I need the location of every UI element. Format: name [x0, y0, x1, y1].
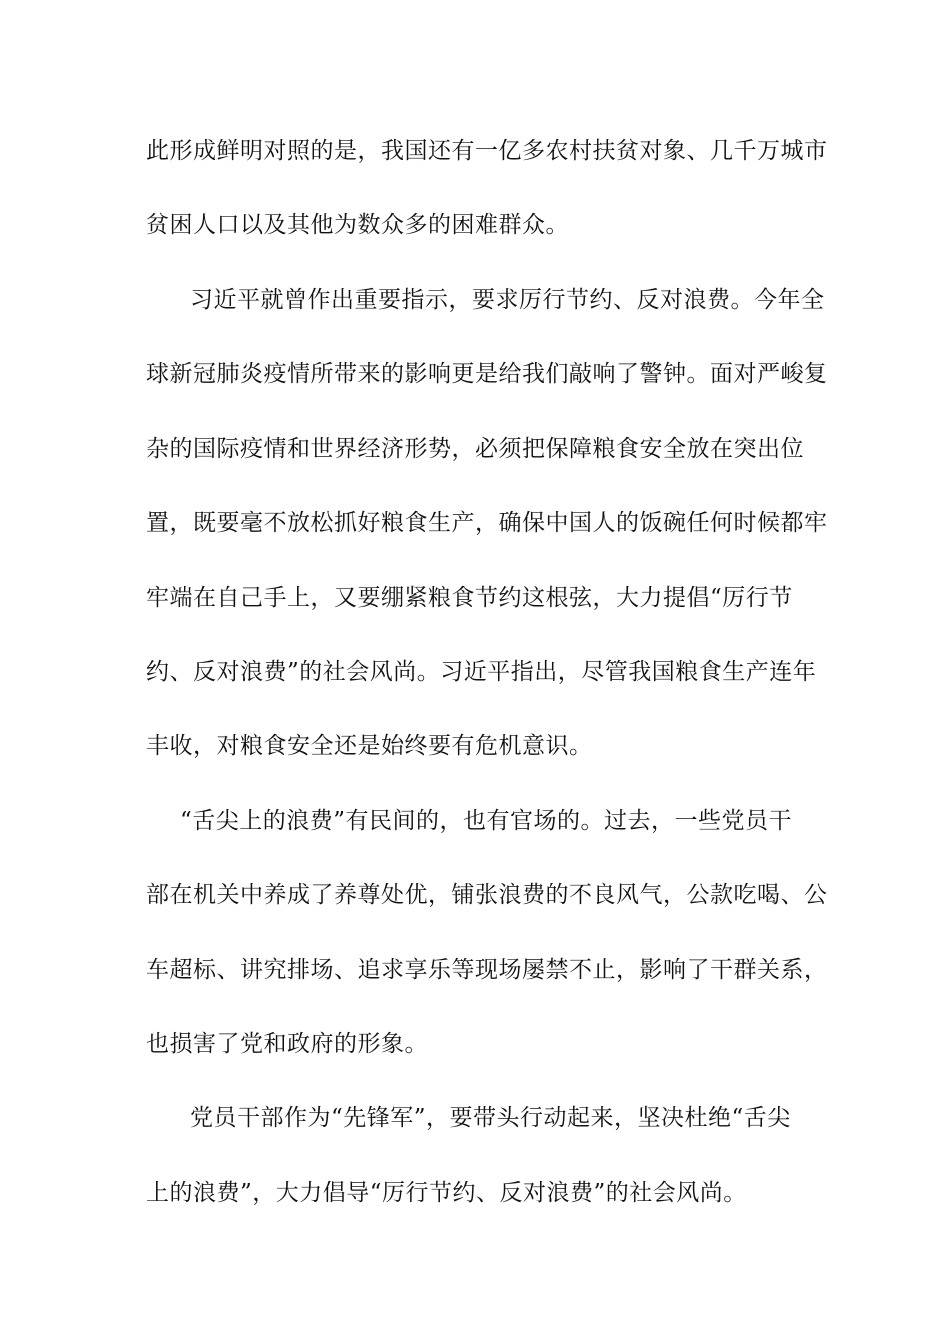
- text-line: 球新冠肺炎疫情所带来的影响更是给我们敲响了警钟。面对严峻复: [146, 361, 828, 387]
- text-line: 此形成鲜明对照的是，我国还有一亿多农村扶贫对象、几千万城市: [146, 138, 828, 164]
- text-line: 党员干部作为“先锋军”，要带头行动起来，坚决杜绝“舌尖: [190, 1105, 791, 1131]
- text-line: 约、反对浪费”的社会风尚。习近平指出，尽管我国粮食生产连年: [146, 659, 817, 685]
- text-line: 也损害了党和政府的形象。: [146, 1031, 428, 1057]
- text-line: 丰收，对粮食安全还是始终要有危机意识。: [146, 733, 593, 759]
- text-line: 习近平就曾作出重要指示，要求厉行节约、反对浪费。今年全: [190, 287, 825, 313]
- text-line: 杂的国际疫情和世界经济形势，必须把保障粮食安全放在突出位: [146, 436, 804, 462]
- text-line: 贫困人口以及其他为数众多的困难群众。: [146, 212, 569, 238]
- text-line: 部在机关中养成了养尊处优，铺张浪费的不良风气，公款吃喝、公: [146, 882, 828, 908]
- text-line: “舌尖上的浪费”有民间的，也有官场的。过去，一些党员干: [180, 808, 793, 834]
- text-line: 置，既要毫不放松抓好粮食生产，确保中国人的饭碗任何时候都牢: [146, 510, 828, 536]
- text-line: 上的浪费”，大力倡导“厉行节约、反对浪费”的社会风尚。: [146, 1180, 747, 1206]
- text-line: 牢端在自己手上，又要绷紧粮食节约这根弦，大力提倡“厉行节: [146, 585, 793, 611]
- text-line: 车超标、讲究排场、追求享乐等现场屡禁不止，影响了干群关系，: [146, 957, 828, 983]
